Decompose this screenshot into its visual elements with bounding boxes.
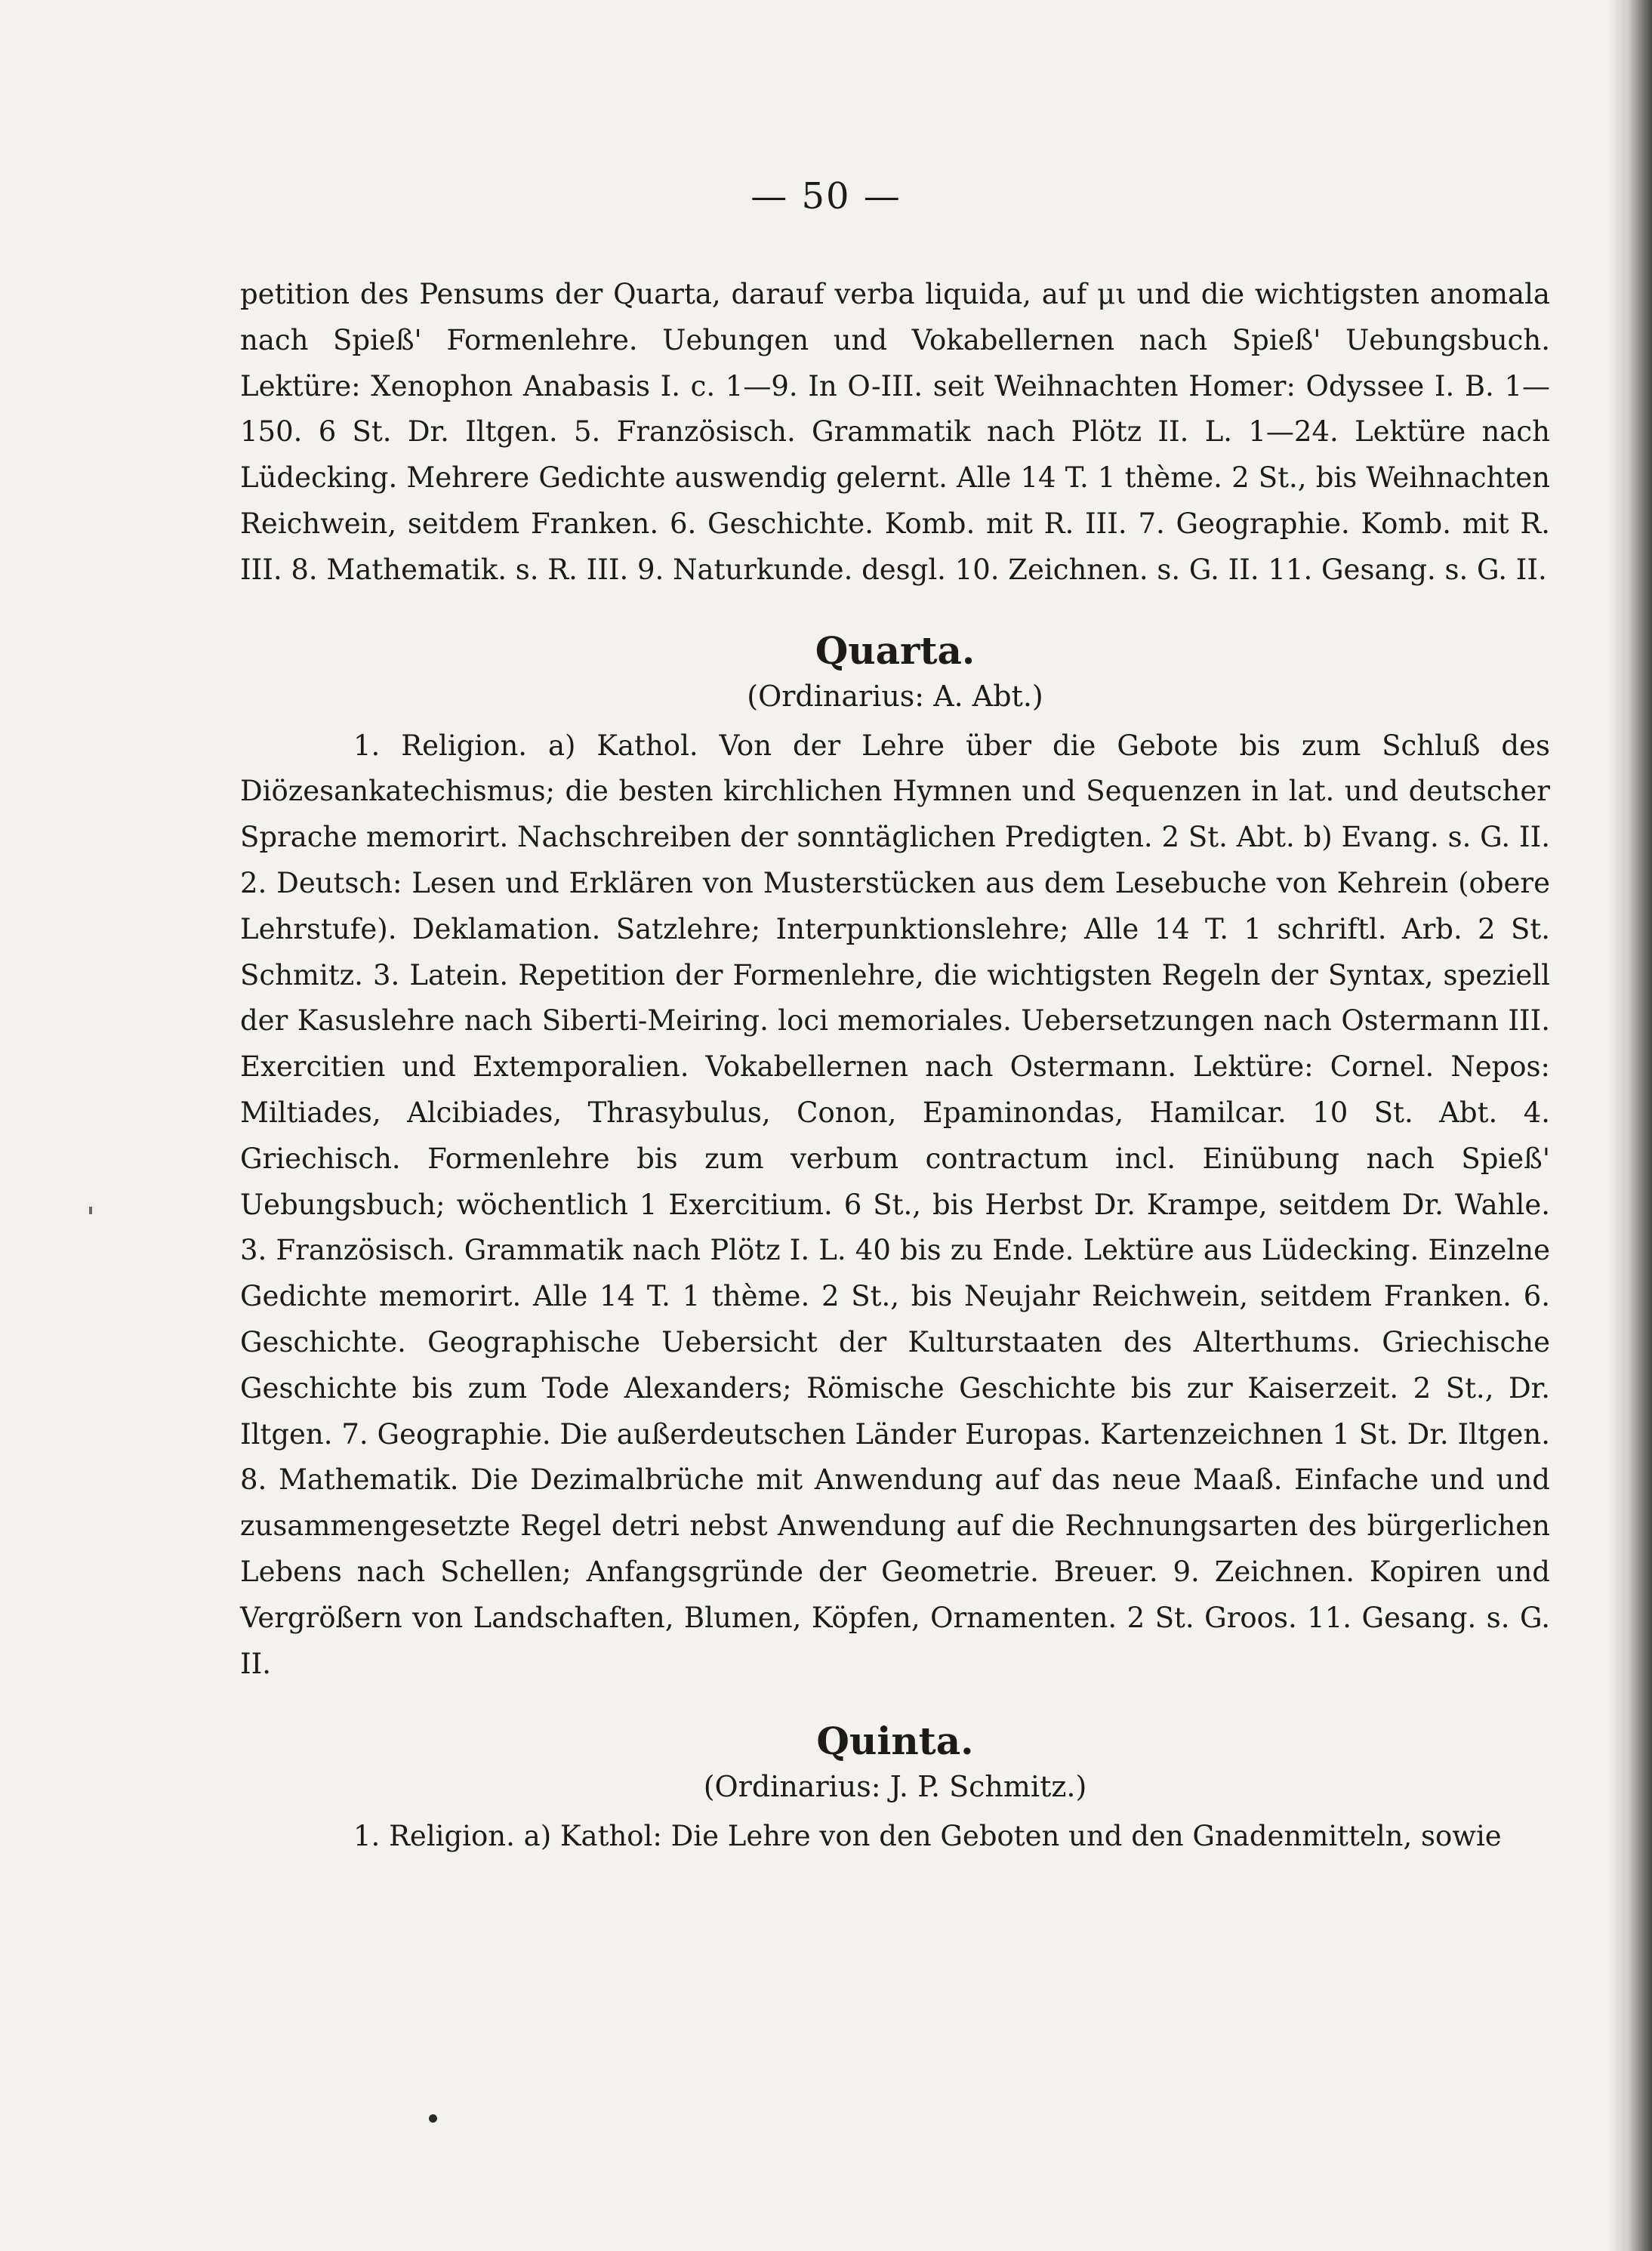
quinta-ordinarius: (Ordinarius: J. P. Schmitz.) bbox=[703, 1770, 1087, 1804]
text-column bbox=[240, 272, 1550, 1860]
section-title-quarta: Quarta. bbox=[815, 628, 975, 673]
margin-speck bbox=[89, 1207, 92, 1214]
quarta-ordinarius: (Ordinarius: A. Abt.) bbox=[747, 679, 1043, 713]
intro-paragraph: petition des Pensums der Quarta, darauf verba liquida, auf μι und die wichtigsten anomala nach Spieß' Formenlehre. Uebungen und Vokabellernen nach Spieß' Uebungsbuch. Lektüre: Xenophon Anabasis I. c. 1—9. In O-III. seit Weihnachten Homer: Odyssee I. B. 1—150. 6 St. Dr. Iltgen. 5. Französisch. Grammatik nach Plötz II. L. 1—24. Lektüre nach Lüdecking. Mehrere Gedichte auswendig gelernt. Alle 14 T. 1 thème. 2 St., bis Weihnachten Reichwein, seitdem Franken. 6. Geschichte. Komb. mit R. III. 7. Geographie. Komb. mit R. III. 8. Mathematik. s. R. III. 9. Naturkunde. desgl. 10. Zeichnen. s. G. II. 11. Gesang. s. G. II. bbox=[240, 278, 1550, 586]
ink-dot bbox=[429, 2114, 437, 2123]
quinta-paragraph: 1. Religion. a) Kathol: Die Lehre von den Geboten und den Gnadenmitteln, sowie bbox=[353, 1820, 1502, 1853]
page-number: — 50 — bbox=[750, 175, 902, 217]
quarta-paragraph: 1. Religion. a) Kathol. Von der Lehre über die Gebote bis zum Schluß des Diözesankatechismus; die besten kirchlichen Hymnen und Sequenzen in lat. und deutscher Sprache memorirt. Nachschreiben der sonntäglichen Predigten. 2 St. Abt. b) Evang. s. G. II. 2. Deutsch: Lesen und Erklären von Musterstücken aus dem Lesebuche von Kehrein (obere Lehrstufe). Deklamation. Satzlehre; Interpunktionslehre; Alle 14 T. 1 schriftl. Arb. 2 St. Schmitz. 3. Latein. Repetition der Formenlehre, die wichtigsten Regeln der Syntax, speziell der Kasuslehre nach Siberti-Meiring. loci memoriales. Uebersetzungen nach Ostermann III. Exercitien und Extemporalien. Vokabellernen nach Ostermann. Lektüre: Cornel. Nepos: Miltiades, Alcibiades, Thrasybulus, Conon, Epaminondas, Hamilcar. 10 St. Abt. 4. Griechisch. Formenlehre bis zum verbum contractum incl. Einübung nach Spieß' Uebungsbuch; wöchentlich 1 Exercitium. 6 St., bis Herbst Dr. Krampe, seitdem Dr. Wahle. 3. Französisch. Grammatik nach Plötz I. L. 40 bis zu Ende. Lektüre aus Lüdecking. Einzelne Gedichte memorirt. Alle 14 T. 1 thème. 2 St., bis Neujahr Reichwein, seitdem Franken. 6. Geschichte. Geographische Uebersicht der Kulturstaaten des Alterthums. Griechische Geschichte bis zum Tode Alexanders; Römische Geschichte bis zur Kaiserzeit. 2 St., Dr. Iltgen. 7. Geographie. Die außerdeutschen Länder Europas. Kartenzeichnen 1 St. Dr. Iltgen. 8. Mathematik. Die Dezimalbrüche mit Anwendung auf das neue Maaß. Einfache und und zusammengesetzte Regel detri nebst Anwendung auf die Rechnungsarten des bürgerlichen Lebens nach Schellen; Anfangsgründe der Geometrie. Breuer. 9. Zeichnen. Kopiren und Vergrößern von Landschaften, Blumen, Köpfen, Ornamenten. 2 St. Groos. 11. Gesang. s. G. II. bbox=[240, 729, 1550, 1680]
section-title-quinta: Quinta. bbox=[816, 1719, 974, 1764]
page-gutter-shadow bbox=[1608, 0, 1652, 2251]
